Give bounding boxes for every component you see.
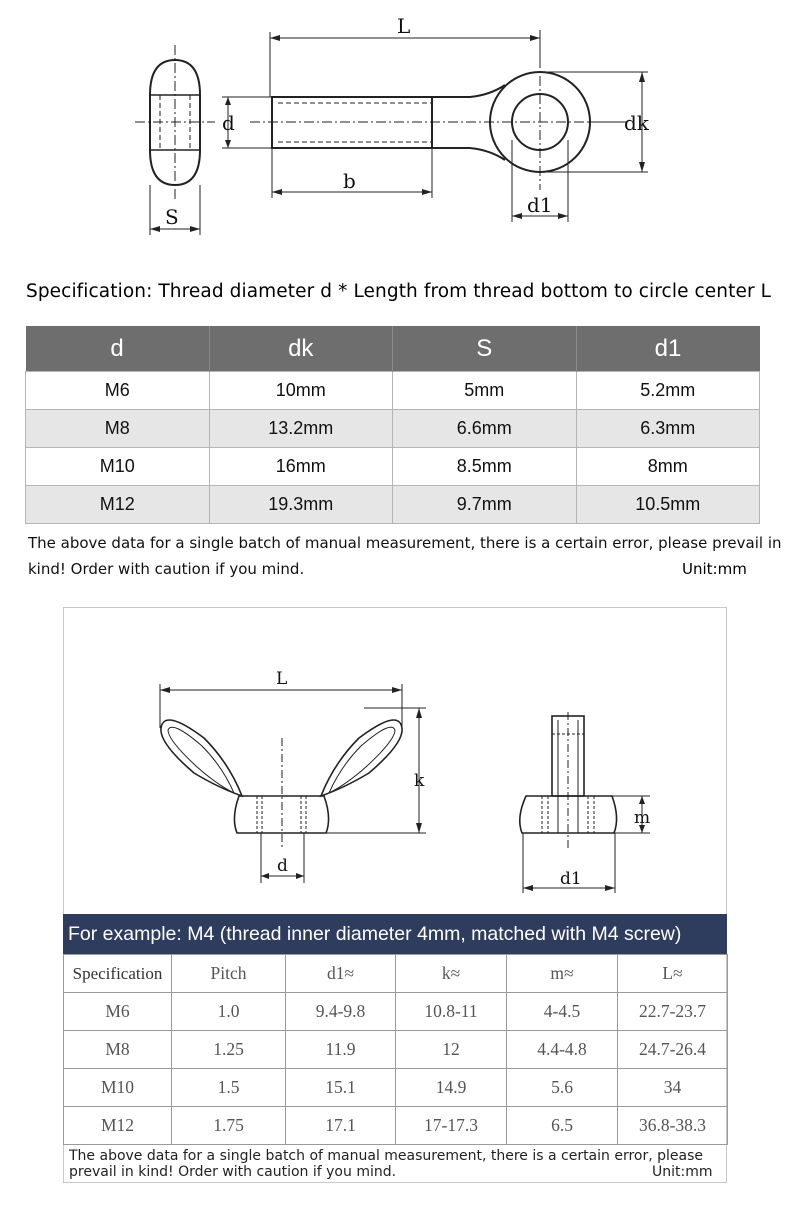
header-cell: d1 xyxy=(576,326,760,372)
table-cell: 1.5 xyxy=(172,1069,286,1107)
table-cell: 5.2mm xyxy=(576,372,760,410)
wing-nut-spec-table xyxy=(63,954,728,1145)
table-cell: 10mm xyxy=(209,372,393,410)
unit-label: Unit:mm xyxy=(652,1164,713,1180)
table-cell: M12 xyxy=(64,1107,172,1145)
table-cell: 13.2mm xyxy=(209,410,393,448)
dim-label-d1: d1 xyxy=(560,869,582,889)
table-row xyxy=(64,1069,728,1107)
header-cell: d1≈ xyxy=(286,955,396,993)
table-cell: 22.7-23.7 xyxy=(618,993,728,1031)
table-row xyxy=(26,486,760,524)
table-cell: M6 xyxy=(64,993,172,1031)
table-cell: M8 xyxy=(64,1031,172,1069)
table-cell: 24.7-26.4 xyxy=(618,1031,728,1069)
table-cell: 6.5 xyxy=(507,1107,618,1145)
table-cell: 5mm xyxy=(393,372,577,410)
header-cell: d xyxy=(26,326,210,372)
table-cell: 1.75 xyxy=(172,1107,286,1145)
table-row xyxy=(64,1031,728,1069)
table-row xyxy=(64,1107,728,1145)
table-row xyxy=(26,372,760,410)
dim-label-dk: dk xyxy=(624,111,649,135)
table-cell: 16mm xyxy=(209,448,393,486)
table-cell: 14.9 xyxy=(396,1069,507,1107)
table-cell: 4-4.5 xyxy=(507,993,618,1031)
table-cell: M8 xyxy=(26,410,210,448)
table-cell: 6.3mm xyxy=(576,410,760,448)
dim-label-m: m xyxy=(634,808,651,828)
table-header-row xyxy=(64,955,728,993)
header-cell: Specification xyxy=(64,955,172,993)
measurement-note-line1: The above data for a single batch of manual measurement, there is a certain error, please prevail in xyxy=(28,534,782,552)
measurement-note: The above data for a single batch of manual measurement, there is a certain error, please prevail in kind! Order with caution if you mind. xyxy=(69,1148,704,1180)
table-row xyxy=(26,448,760,486)
eye-bolt-drawing xyxy=(0,0,790,260)
header-cell: L≈ xyxy=(618,955,728,993)
dim-label-d: d xyxy=(222,111,235,135)
table-cell: 11.9 xyxy=(286,1031,396,1069)
table-row xyxy=(26,410,760,448)
example-banner: For example: M4 (thread inner diameter 4mm, matched with M4 screw) xyxy=(63,914,727,954)
header-cell: dk xyxy=(209,326,393,372)
unit-label: Unit:mm xyxy=(682,560,747,578)
header-cell: S xyxy=(393,326,577,372)
eye-bolt-spec-table xyxy=(25,326,760,524)
table-cell: 10.5mm xyxy=(576,486,760,524)
dim-label-k: k xyxy=(414,771,425,791)
wing-nut-drawing xyxy=(64,608,726,914)
table-cell: M10 xyxy=(64,1069,172,1107)
table-cell: 17-17.3 xyxy=(396,1107,507,1145)
dim-label-b: b xyxy=(343,169,356,193)
table-cell: M12 xyxy=(26,486,210,524)
table-cell: 34 xyxy=(618,1069,728,1107)
table-cell: 5.6 xyxy=(507,1069,618,1107)
table-cell: 6.6mm xyxy=(393,410,577,448)
table-cell: 10.8-11 xyxy=(396,993,507,1031)
table-cell: 19.3mm xyxy=(209,486,393,524)
table-header-row xyxy=(26,326,760,372)
dim-label-L: L xyxy=(397,14,411,38)
table-cell: 12 xyxy=(396,1031,507,1069)
dim-label-S: S xyxy=(165,205,179,229)
table-cell: 17.1 xyxy=(286,1107,396,1145)
header-cell: Pitch xyxy=(172,955,286,993)
table-cell: M6 xyxy=(26,372,210,410)
table-cell: 9.4-9.8 xyxy=(286,993,396,1031)
table-cell: 8mm xyxy=(576,448,760,486)
table-row xyxy=(64,993,728,1031)
dim-label-L: L xyxy=(276,669,288,689)
table-cell: 1.25 xyxy=(172,1031,286,1069)
measurement-note-line2: kind! Order with caution if you mind. xyxy=(28,560,305,578)
dim-label-d1: d1 xyxy=(527,193,553,217)
table-cell: M10 xyxy=(26,448,210,486)
table-cell: 8.5mm xyxy=(393,448,577,486)
table-cell: 9.7mm xyxy=(393,486,577,524)
header-cell: m≈ xyxy=(507,955,618,993)
dim-label-d: d xyxy=(277,856,288,876)
specification-text: Specification: Thread diameter d * Length from thread bottom to circle center L xyxy=(26,281,772,302)
table-cell: 4.4-4.8 xyxy=(507,1031,618,1069)
table-cell: 15.1 xyxy=(286,1069,396,1107)
table-cell: 36.8-38.3 xyxy=(618,1107,728,1145)
table-cell: 1.0 xyxy=(172,993,286,1031)
header-cell: k≈ xyxy=(396,955,507,993)
